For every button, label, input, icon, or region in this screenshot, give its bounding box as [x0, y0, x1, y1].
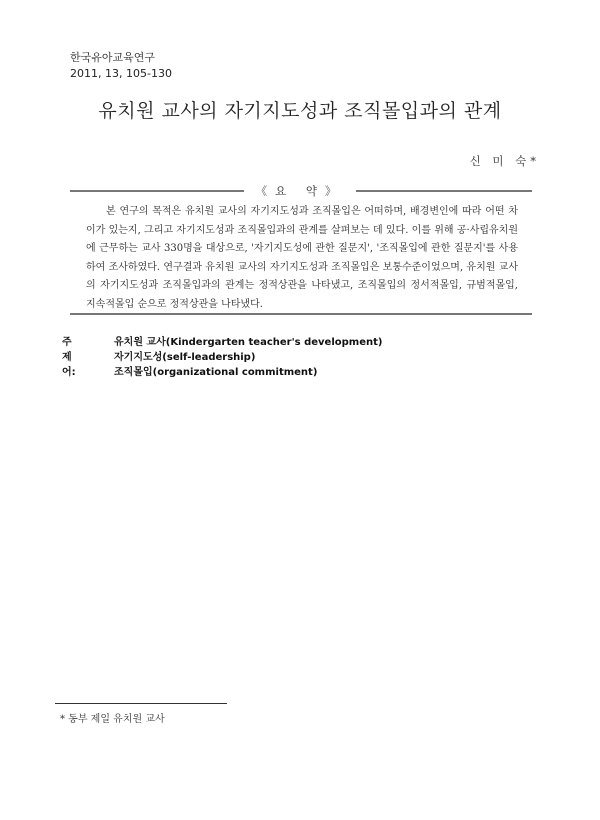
abstract-bottom-rule	[70, 313, 532, 315]
keywords-list	[114, 335, 494, 380]
journal-name: 한국유아교육연구	[70, 51, 156, 64]
footnote-rule	[55, 703, 227, 704]
paper-title: 유치원 교사의 자기지도성과 조직몰입과의 관계	[98, 100, 502, 122]
abstract-text: 본 연구의 목적은 유치원 교사의 자기지도성과 조직몰입은 어떠하며, 배경변인에 따라 어떤 차이가 있는지, 그리고 자기지도성과 조직몰입과의 관계를 살펴보는 데 있다. 이를 위해 공·사립유치원에 근무하는 교사 330명을 대상으로, '자기지도성에 관한 질문지', '조직몰입에 관한 질문지'를 사용하여 조사하였다. 연구결과 유치원 교사의 자기지도성과 조직몰입은 보통수준이었으며, 유치원 교사의 자기지도성과 조직몰입과의 관계는 정적상관을 나타냈고, 조직몰입의 정서적몰입, 규범적몰입, 지속적몰입 순으로 정적상관을 나타냈다.	[86, 206, 518, 310]
keyword-item: 조직몰입(organizational commitment)	[114, 367, 318, 378]
keyword-item: 자기지도성(self-leadership)	[114, 352, 256, 363]
keywords-label: 주제어:	[62, 337, 76, 378]
keyword-item: 유치원 교사(Kindergarten teacher's development)	[114, 337, 383, 348]
author-name: 신 미 숙*	[469, 154, 540, 168]
abstract-heading: 《요 약》	[244, 184, 357, 198]
abstract-heading-wrap	[0, 183, 600, 199]
journal-issue: 2011, 13, 105-130	[70, 67, 172, 80]
journal-header	[70, 50, 172, 82]
footnote: * 동부 제일 유치원 교사	[60, 714, 165, 725]
